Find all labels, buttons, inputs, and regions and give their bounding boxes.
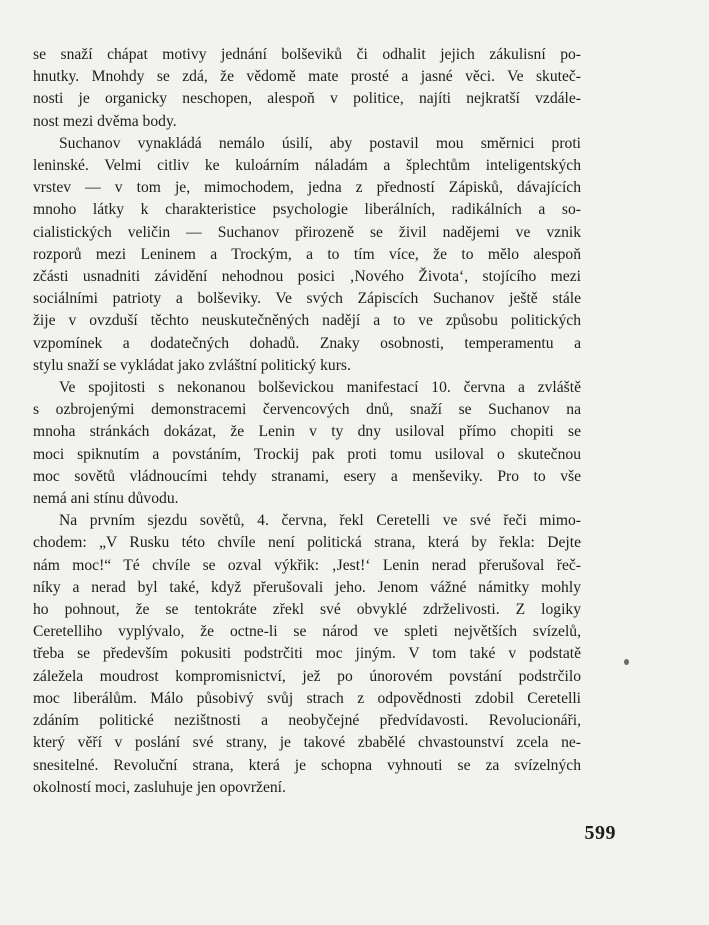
text-line: stylu snaží se vykládat jako zvláštní politický kurs. <box>33 356 351 374</box>
text-line: ho pohnout, že se tentokráte zřekl své obvyklé zdrželivosti. Z logiky <box>33 601 581 619</box>
text-line: chodem: „V Rusku této chvíle není politická strana, která by řekla: Dejte <box>33 534 581 552</box>
text-line: nemá ani stínu důvodu. <box>33 490 179 508</box>
text-line: zdáním politické nezištnosti a neobyčejné předvídavosti. Revolucionáři, <box>33 712 581 730</box>
text-line: vzpomínek a dodatečných dohadů. Znaky osobnosti, temperamentu a <box>33 334 581 352</box>
text-line: vrstev — v tom je, mimochodem, jedna z předností Zápisků, dávajících <box>33 179 581 197</box>
page-number: 599 <box>584 822 616 844</box>
text-line: zčásti usnadniti závidění nehodnou posici ‚Nového Života‘, stojícího mezi <box>33 268 581 286</box>
paragraph <box>33 133 581 377</box>
text-line: Ceretelliho vyplývalo, že octne-li se národ ve spleti největších svízelů, <box>33 623 581 641</box>
paragraph <box>33 44 581 133</box>
text-line: mnoho látky k charakteristice psychologie liberálních, radikálních a so- <box>33 201 581 219</box>
text-line: leninské. Velmi citliv ke kuloárním náladám a šplechtům inteligentských <box>33 157 581 175</box>
text-line: moci spiknutím a povstáním, Trockij pak proti tomu usiloval o skutečnou <box>33 445 581 463</box>
text-line: žije v ovzduší těchto neuskutečněných nadějí a to ve způsobu politických <box>33 312 581 330</box>
text-line: záležela moudrost kompromisnictví, jež po únorovém povstání podstrčilo <box>33 667 581 685</box>
text-line: s ozbrojenými demonstracemi červencových dnů, snaží se Suchanov na <box>33 401 581 419</box>
text-line: níky a nerad byl také, když přerušovali jeho. Jenom vážné námitky mohly <box>33 578 581 596</box>
text-line: nost mezi dvěma body. <box>33 112 177 130</box>
ink-speck <box>624 659 629 665</box>
text-line: nám moc!“ Té chvíle se ozval výkřik: ‚Jest!‘ Lenin nerad přerušoval řeč- <box>33 556 581 574</box>
text-line: nosti je organicky neschopen, alespoň v politice, najíti nejkratší vzdále- <box>33 90 581 108</box>
text-line: moc liberálům. Málo působivý svůj strach z odpovědnosti zdobil Ceretelli <box>33 689 581 707</box>
text-line: hnutky. Mnohdy se zdá, že vědomě mate prosté a jasné věci. Ve skuteč- <box>33 68 581 86</box>
text-line: sociálními patrioty a bolševiky. Ve svých Zápiscích Suchanov ještě stále <box>33 290 581 308</box>
text-line: Na prvním sjezdu sovětů, 4. června, řekl Ceretelli ve své řeči mimo- <box>59 512 581 530</box>
text-line: Suchanov vynakládá nemálo úsilí, aby postavil mou směrnici proti <box>59 134 581 152</box>
paragraph <box>33 377 581 510</box>
text-line: cialistických veličin — Suchanov přirozeně se živil nadějemi ve vznik <box>33 223 581 241</box>
body-text <box>33 44 581 799</box>
paragraph <box>33 510 581 799</box>
text-line: snesitelné. Revoluční strana, která je schopna vyhnouti se za svízelných <box>33 756 581 774</box>
text-line: třeba se především pokusiti podstrčiti moc jiným. V tom také v podstatě <box>33 645 581 663</box>
text-line: moc sovětů vládnoucími tehdy stranami, esery a menševiky. Pro to vše <box>33 467 581 485</box>
text-line: mnoha stránkách dokázat, že Lenin v ty dny usiloval přímo chopiti se <box>33 423 581 441</box>
text-line: okolností moci, zasluhuje jen opovržení. <box>33 778 286 796</box>
text-line: Ve spojitosti s nekonanou bolševickou manifestací 10. června a zvláště <box>59 379 581 397</box>
text-line: se snaží chápat motivy jednání bolševiků či odhalit jejich zákulisní po- <box>33 46 581 63</box>
text-line: rozporů mezi Leninem a Trockým, a to tím více, že to mělo alespoň <box>33 245 581 263</box>
text-line: který věří v poslání své strany, je takové zbabělé chvastounství zcela ne- <box>33 734 581 752</box>
